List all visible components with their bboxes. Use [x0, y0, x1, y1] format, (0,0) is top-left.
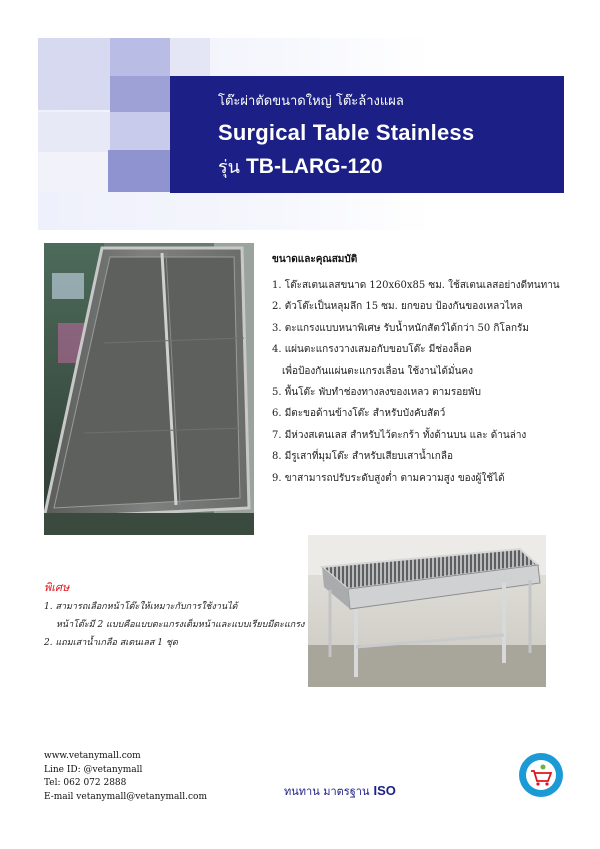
contact-website[interactable]: www.vetanymall.com [44, 751, 141, 761]
special-item-continued: หน้าโต๊ะมี 2 แบบคือแบบตะแกรงเต็มหน้าและแบบเรียบมีตะแกรง [56, 620, 305, 630]
standard-statement [284, 782, 396, 800]
contact-line-id: Line ID: @vetanymall [44, 764, 143, 775]
contact-block [44, 750, 207, 804]
special-list [44, 598, 304, 652]
special-item: 1. สามารถเลือกหน้าโต๊ะให้เหมาะกับการใช้งานได้ [44, 602, 238, 612]
product-title: Surgical Table Stainless [218, 120, 475, 145]
product-model [218, 152, 383, 181]
decor-square [38, 152, 108, 192]
spec-item: 3. ตะแกรงแบบหนาพิเศษ รับน้ำหนักสัตว์ได้กว่า 50 กิโลกรัม [272, 322, 529, 334]
model-prefix: รุ่น [218, 157, 240, 178]
decor-square [108, 150, 170, 192]
contact-tel: Tel: 062 072 2888 [44, 778, 127, 788]
iso-label: ISO [373, 783, 396, 798]
specs-list [272, 275, 572, 489]
decor-square [38, 38, 110, 110]
spec-item: 2. ตัวโต๊ะเป็นหลุมลึก 15 ซม. ยกขอบ ป้องกันของเหลวไหล [272, 301, 523, 313]
spec-item: 8. มีรูเสาที่มุมโต๊ะ สำหรับเสียบเสาน้ำเกลือ [272, 451, 453, 463]
spec-item: 7. มีห่วงสเตนเลส สำหรับไว้ตะกร้า ทั้งด้านบน และ ด้านล่าง [272, 429, 527, 441]
special-heading: พิเศษ [44, 581, 70, 594]
table-side-illustration [308, 535, 546, 687]
special-item: 2. แถมเสาน้ำเกลือ สเตนเลส 1 ชุด [44, 638, 178, 648]
product-photo-side-view [308, 535, 546, 687]
contact-email[interactable]: E-mail vetanymall@vetanymall.com [44, 791, 208, 802]
decor-square [170, 38, 210, 76]
spec-item: 1. โต๊ะสเตนเลสขนาด 120x60x85 ซม. ใช้สเตนเลสอย่างดีทนทาน [272, 280, 560, 291]
decor-square [110, 38, 170, 76]
spec-item: 5. พื้นโต๊ะ พับทำช่องทางลงของเหลว ตามรอยพับ [272, 387, 482, 399]
specs-heading: ขนาดและคุณสมบัติ [272, 254, 358, 265]
spec-item: 4. แผ่นตะแกรงวางเสมอกับขอบโต๊ะ มีช่องล็อค [272, 344, 472, 356]
thai-subtitle: โต๊ะผ่าตัดขนาดใหญ่ โต๊ะล้างแผล [218, 94, 404, 109]
table-top-illustration [44, 243, 254, 535]
spec-item: 6. มีตะขอด้านข้างโต๊ะ สำหรับบังคับสัตว์ [272, 408, 446, 420]
decor-square [110, 112, 170, 150]
spec-item: 9. ขาสามารถปรับระดับสูงต่ำ ตามความสูง ของผู้ใช้ได้ [272, 472, 505, 484]
decor-square [38, 112, 110, 152]
decor-square [110, 76, 170, 112]
product-photo-top-view [44, 243, 254, 535]
model-number: TB-LARG-120 [245, 155, 383, 178]
spec-item-continued: เพื่อป้องกันแผ่นตะแกรงเลื่อน ใช้งานได้มั่นคง [282, 365, 473, 377]
vetanymall-logo [518, 752, 564, 798]
standard-thai: ทนทาน มาตรฐาน [284, 785, 370, 798]
